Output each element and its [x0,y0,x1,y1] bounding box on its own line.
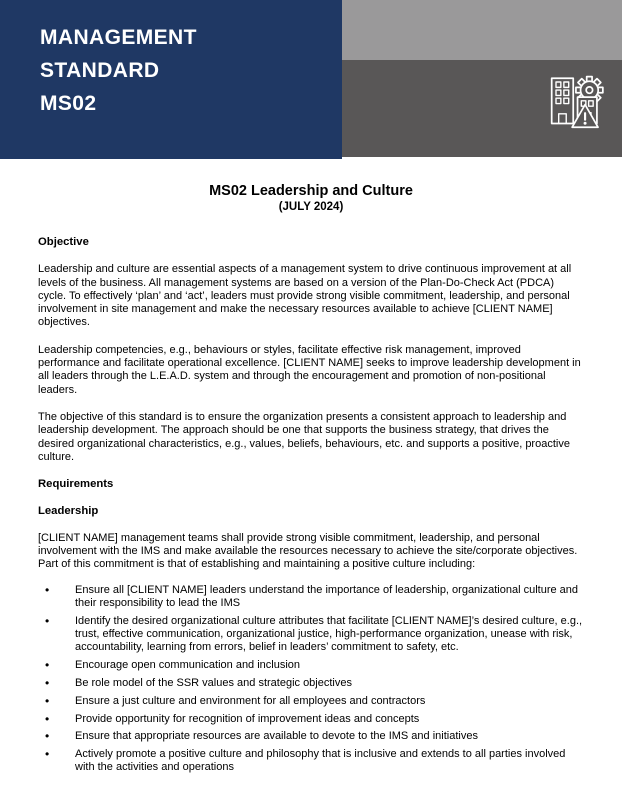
objective-paragraph-2: Leadership competencies, e.g., behaviours or styles, facilitate effective risk management, improved performance and facilitate operational excellence. [CLIENT NAME] seeks to improve leadership development in all leaders through the L.E.A.D. system and through the encouragement and promotion of non-positional leaders. [38,343,581,396]
bullet-glyph: • [45,711,50,726]
bullet-text: Ensure that appropriate resources are available to devote to the IMS and initiatives [75,730,478,743]
header-banner [0,0,622,159]
section-heading-objective: Objective [38,236,89,248]
objective-paragraph-3: The objective of this standard is to ensure the organization presents a consistent approach to leadership and leadership development. The approach should be one that supports the business strategy, that drives the desired organizational characteristics, e.g., values, beliefs, behaviours, etc. and supports a positive, proactive culture. [38,410,570,463]
bullet-text: Be role model of the SSR values and strategic objectives [75,676,352,689]
leadership-bullet-list [38,584,584,775]
bullet-text: Actively promote a positive culture and philosophy that is inclusive and extends to all parties involved with the activities and operations [75,748,566,774]
bullet-glyph: • [45,658,50,673]
leadership-intro-paragraph: [CLIENT NAME] management teams shall provide strong visible commitment, leadership, and personal involvement with the IMS and make available the resources necessary to achieve the site/corporate objectives. Part of this commitment is that of establishing and maintaining a positive culture including: [38,531,578,571]
bullet-glyph: • [45,675,50,690]
bullet-item [38,677,584,690]
header-title-line-2: STANDARD [40,59,160,82]
objective-paragraph-1: Leadership and culture are essential aspects of a management system to drive continuous improvement at all levels of the business. All management systems are based on a version of the Plan-Do-Check Act (PDCA) cycle. To effectively ‘plan’ and ‘act’, leaders must provide strong visible commitment, leadership, and personal involvement in site management and make the necessary resources available to achieve [CLIENT NAME] objectives. [38,263,572,329]
buildings-gear-warning-icon [549,75,605,131]
bullet-glyph: • [45,613,50,628]
header-title [40,21,197,120]
bullet-item [38,748,584,775]
bullet-item [38,713,584,726]
document-title: MS02 Leadership and Culture [209,183,413,199]
bullet-text: Ensure a just culture and environment for all employees and contractors [75,694,426,707]
bullet-item [38,659,584,672]
bullet-glyph: • [45,693,50,708]
header-title-line-1: MANAGEMENT [40,26,197,49]
bullet-text: Ensure all [CLIENT NAME] leaders understand the importance of leadership, organizational culture and their responsibility to lead the IMS [75,583,579,609]
bullet-item [38,730,584,743]
header-title-line-3: MS02 [40,92,97,115]
bullet-item [38,584,584,611]
bullet-glyph: • [45,582,50,597]
bullet-glyph: • [45,747,50,762]
section-heading-leadership: Leadership [38,505,99,518]
bullet-text: Provide opportunity for recognition of improvement ideas and concepts [75,712,420,725]
bullet-text: Encourage open communication and inclusion [75,659,301,672]
section-heading-requirements: Requirements [38,478,114,491]
bullet-text: Identify the desired organizational culture attributes that facilitate [CLIENT NAME]’s desired culture, e.g., trust, effective communication, organizational justice, high-performance organization, unease with risk, accountability, learning from errors, belief in leaders’ commitment to safety, etc. [75,614,583,654]
bullet-item [38,615,584,655]
document-body [0,236,622,775]
gray-band-top [342,0,622,60]
document-date: (JULY 2024) [278,201,344,213]
bullet-glyph: • [45,729,50,744]
bullet-item [38,695,584,708]
